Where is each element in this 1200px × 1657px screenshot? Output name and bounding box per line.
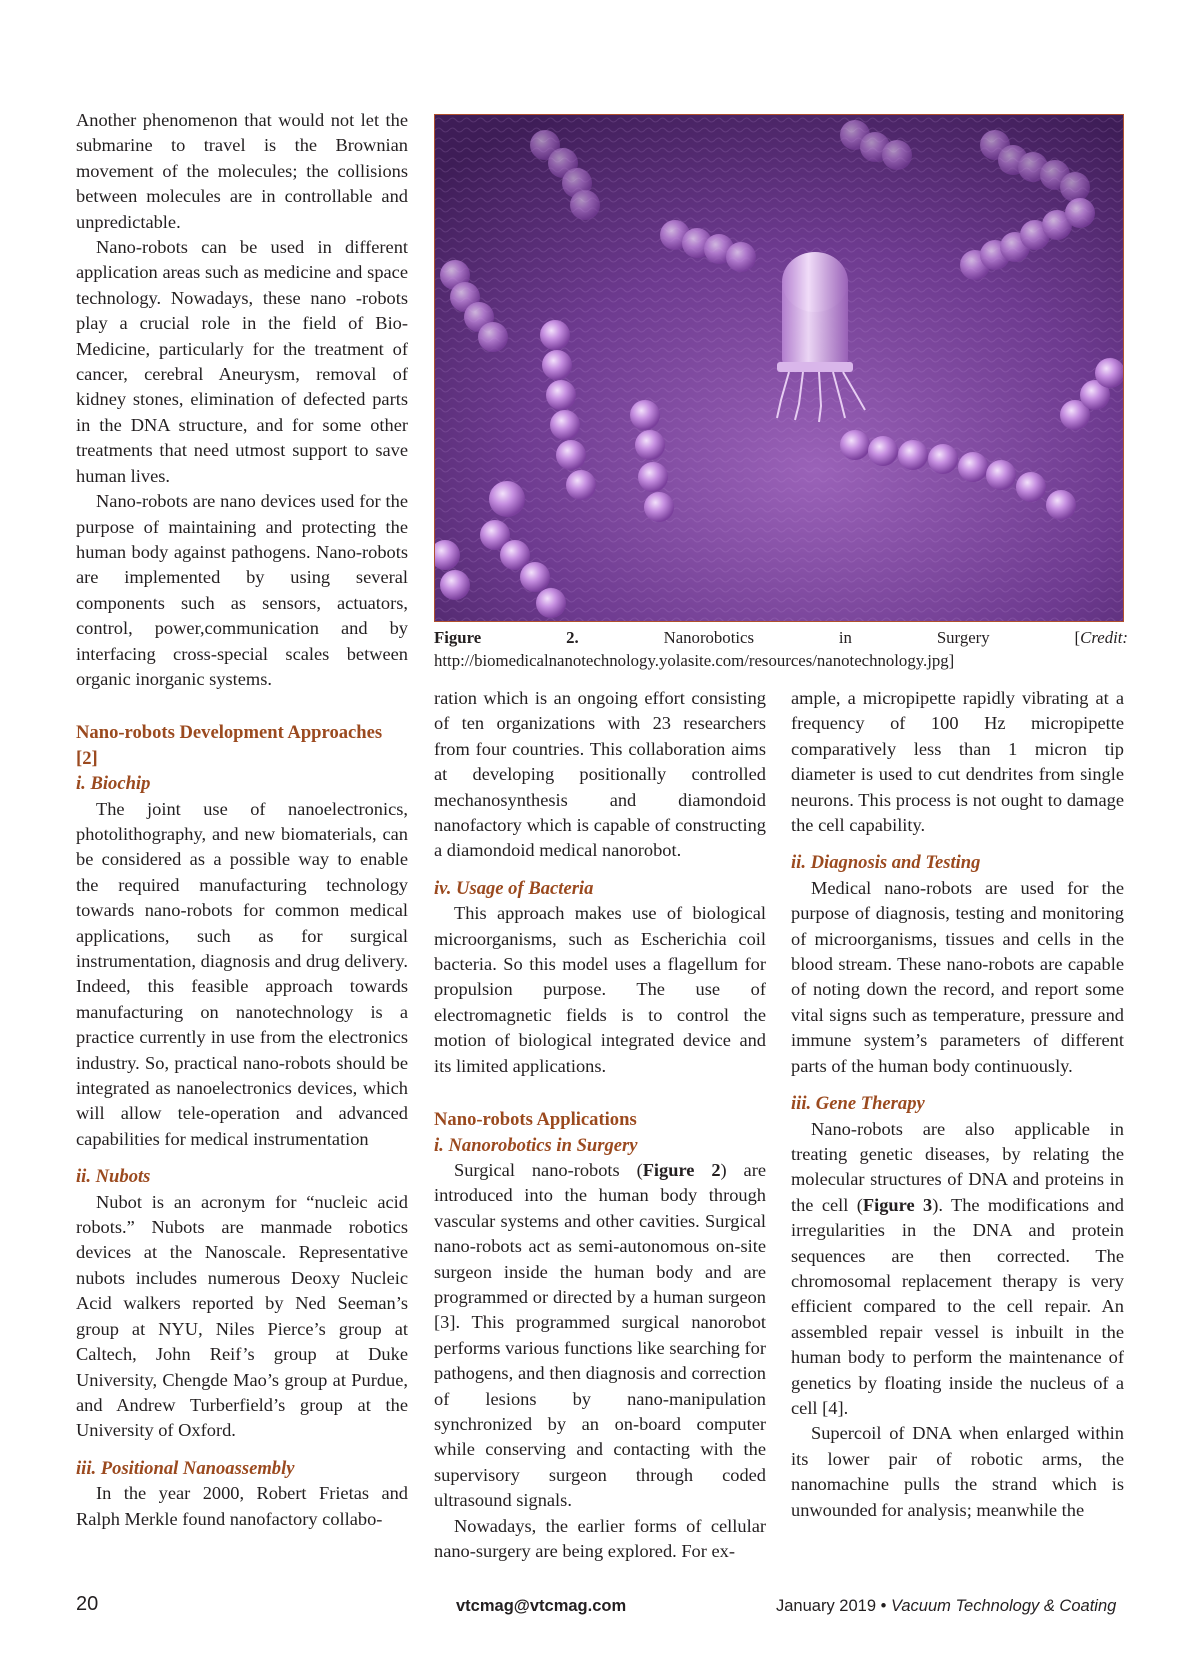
nanorobot-illustration bbox=[435, 115, 1124, 622]
column-3 bbox=[791, 686, 1124, 1523]
paragraph: Nowadays, the earlier forms of cellular nano-surgery are being explored. For ex- bbox=[434, 1515, 766, 1561]
column-2 bbox=[434, 686, 766, 1564]
figure-reference: Figure 2 bbox=[642, 1159, 721, 1180]
paragraph: Another phenomenon that would not let the submarine to travel is the Brownian movement of the molecules; the collisions between molecules are in controllable and unpredictable. bbox=[76, 110, 408, 232]
figure-caption bbox=[434, 626, 1128, 672]
section-heading-applications: Nano-robots Applications bbox=[434, 1109, 637, 1131]
subheading-diagnosis-and-testing: ii. Diagnosis and Testing bbox=[791, 852, 981, 874]
paragraph: In the year 2000, Robert Frietas and Ralph Merkle found nanofactory collabo- bbox=[76, 1483, 408, 1529]
paragraph: ration which is an ongoing effort consisting of ten organizations with 23 researchers from four countries. This collaboration aims at developing positionally controlled mechanosynthesis and diamondoid nanofactory which is capable of constructing a diamondoid medical nanorobot. bbox=[434, 688, 766, 861]
figure-title: Nanorobotics in Surgery [ bbox=[578, 628, 1081, 647]
figure-credit-label: Credit: bbox=[1080, 628, 1128, 647]
magazine-name: Vacuum Technology & Coating bbox=[890, 1597, 1117, 1615]
column-1 bbox=[76, 108, 408, 1532]
issue-date: January 2019 bbox=[776, 1597, 876, 1615]
subheading-usage-of-bacteria: iv. Usage of Bacteria bbox=[434, 877, 594, 899]
subheading-nubots: ii. Nubots bbox=[76, 1166, 151, 1188]
text-run: ) are introduced into the human body through vascular systems and other cavities. Surgical nano-robots act as semi-autonomous on-site surgeon inside the human body and are programmed or directed by a human surgeon [3]. This programmed surgical nanorobot performs various functions like searching for pathogens, and then diagnosis and correction of lesions by nano-manipulation synchronized by an on-board computer while conserving and contacting with the supervisory surgeon through coded ultrasound signals. bbox=[434, 1159, 767, 1511]
paragraph: Nano-robots can be used in different application areas such as medicine and space technology. Nowadays, these nano -robots play a crucial role in the field of Bio-Medicine, particularly for the treatment of cancer, cerebral Aneurysm, removal of kidney stones, elimination of defected parts in the DNA structure, and for some other treatments that need utmost support to save human lives. bbox=[76, 237, 408, 486]
paragraph: ample, a micropipette rapidly vibrating at a frequency of 100 Hz micropipette comparatively less than 1 micron tip diameter is used to cut dendrites from single neurons. This process is not ought to damage the cell capability. bbox=[791, 688, 1124, 836]
figure-nanorobotics-surgery bbox=[434, 114, 1124, 622]
footer-email[interactable]: vtcmag@vtcmag.com bbox=[456, 1597, 627, 1615]
subheading-biochip: i. Biochip bbox=[76, 773, 151, 795]
section-heading-development: Nano-robots Development Approaches [2] bbox=[76, 722, 383, 769]
paragraph: This approach makes use of biological microorganisms, such as Escherichia coil bacteria. So this model uses a flagellum for propulsion purpose. The use of electromagnetic fields is to control the motion of biological integrated device and its limited applications. bbox=[434, 903, 766, 1076]
paragraph: Supercoil of DNA when enlarged within its lower pair of robotic arms, the nanomachine pulls the strand which is unwounded for analysis; meanwhile the bbox=[791, 1423, 1124, 1520]
figure-credit-url: http://biomedicalnanotechnology.yolasite.com/resources/nanotechnology.jpg] bbox=[434, 651, 955, 670]
subheading-gene-therapy: iii. Gene Therapy bbox=[791, 1093, 925, 1115]
text-run: Surgical nano-robots ( bbox=[454, 1159, 643, 1180]
figure-label: Figure 2. bbox=[434, 628, 579, 647]
paragraph bbox=[434, 1158, 766, 1514]
figure-reference: Figure 3 bbox=[862, 1194, 933, 1215]
page-number: 20 bbox=[76, 1593, 99, 1615]
footer-issue bbox=[776, 1597, 1116, 1616]
paragraph bbox=[791, 1117, 1124, 1422]
text-run: ). The modifications and irregularities in the DNA and protein sequences are then corrected. The chromosomal replacement therapy is very efficient compared to the cell repair. An assembled repair vessel is inbuilt in the human body to perform the maintenance of genetics by floating inside the nucleus of a cell [4]. bbox=[791, 1194, 1124, 1418]
subheading-nanorobotics-in-surgery: i. Nanorobotics in Surgery bbox=[434, 1134, 638, 1156]
paragraph: Medical nano-robots are used for the purpose of diagnosis, testing and monitoring of microorganisms, tissues and cells in the blood stream. These nano-robots are capable of noting down the record, and report some vital signs such as temperature, pressure and immune system’s parameters of different parts of the human body continuously. bbox=[791, 877, 1124, 1076]
paragraph: The joint use of nanoelectronics, photolithography, and new biomaterials, can be considered as a possible way to enable the required manufacturing technology towards nano-robots for common medical applications, such as for surgical instrumentation, diagnosis and drug delivery. Indeed, this feasible approach towards manufacturing on nanotechnology is a practice currently in use from the electronics industry. So, practical nano-robots should be integrated as nanoelectronics devices, which will allow tele-operation and advanced capabilities for medical instrumentation bbox=[76, 798, 408, 1149]
footer-bullet: • bbox=[880, 1597, 887, 1615]
subheading-positional-nanoassembly: iii. Positional Nanoassembly bbox=[76, 1457, 295, 1479]
text-run: Nano-robots are also applicable in treating genetic diseases, by relating the molecular structures of DNA and proteins in the cell ( bbox=[791, 1118, 1124, 1215]
paragraph: Nano-robots are nano devices used for the purpose of maintaining and protecting the human body against pathogens. Nano-robots are implemented by using several components such as sensors, actuators, control, power,communication and by interfacing cross-special scales between organic inorganic systems. bbox=[76, 491, 408, 689]
paragraph: Nubot is an acronym for “nucleic acid robots.” Nubots are manmade robotics devices at the Nanoscale. Representative nubots includes numerous Deoxy Nucleic Acid walkers reported by Ned Seeman’s group at NYU, Niles Pierce’s group at Caltech, John Reif’s group at Duke University, Chengde Mao’s group at Purdue, and Andrew Turberfield’s group at the University of Oxford. bbox=[76, 1191, 408, 1441]
